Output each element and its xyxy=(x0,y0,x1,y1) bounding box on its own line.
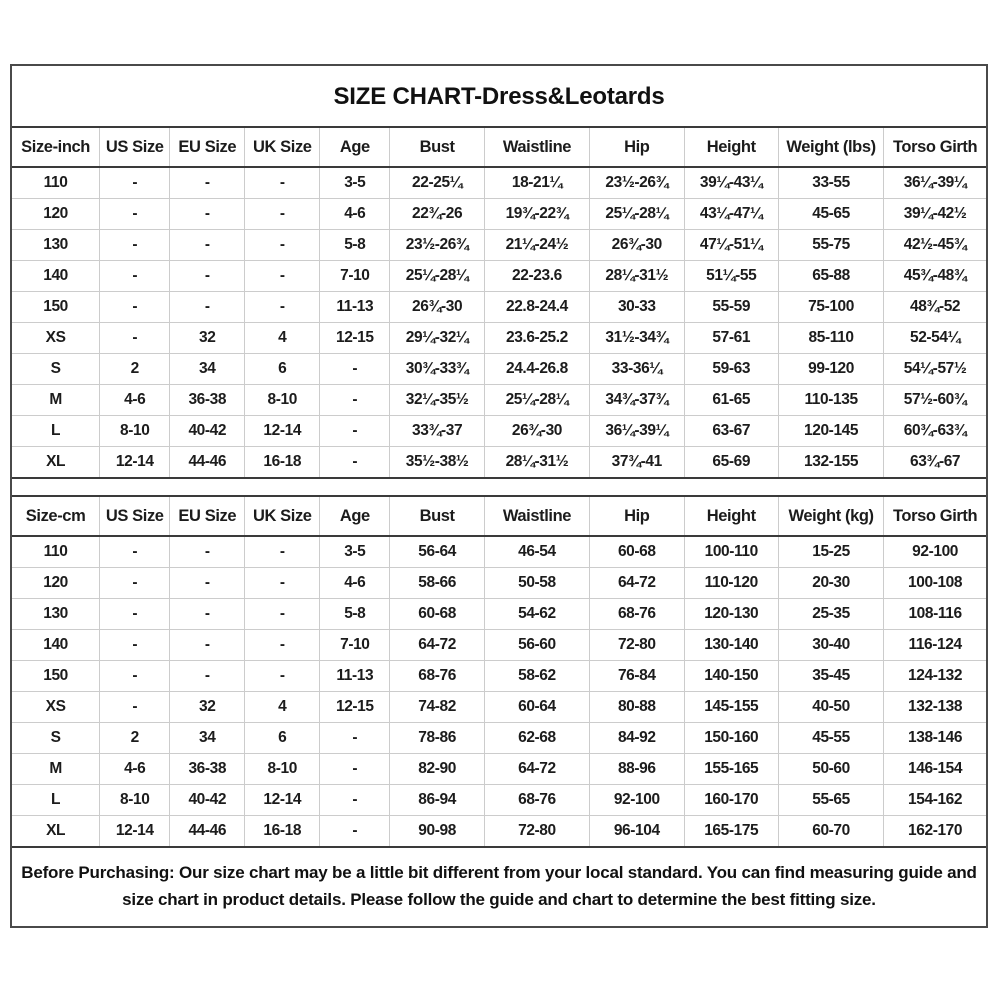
value-cell: 55-65 xyxy=(778,785,883,816)
value-cell: - xyxy=(100,568,170,599)
value-cell: 63-67 xyxy=(684,416,778,447)
value-cell: 7-10 xyxy=(320,630,390,661)
value-cell: - xyxy=(100,167,170,199)
size-label-cell: 150 xyxy=(12,661,100,692)
column-header: Weight (lbs) xyxy=(778,127,883,167)
size-label-cell: 140 xyxy=(12,261,100,292)
value-cell: 72-80 xyxy=(484,816,589,848)
value-cell: 25¼-28¼ xyxy=(484,385,589,416)
value-cell: 64-72 xyxy=(390,630,484,661)
value-cell: 4-6 xyxy=(320,199,390,230)
table-row xyxy=(12,568,986,599)
value-cell: - xyxy=(320,385,390,416)
value-cell: 57½-60¾ xyxy=(884,385,986,416)
column-header: Height xyxy=(684,496,778,536)
size-label-cell: XL xyxy=(12,816,100,848)
size-label-cell: 140 xyxy=(12,630,100,661)
value-cell: 40-50 xyxy=(778,692,883,723)
value-cell: 36¼-39¼ xyxy=(884,167,986,199)
value-cell: 25¼-28¼ xyxy=(390,261,484,292)
value-cell: 36-38 xyxy=(170,754,245,785)
value-cell: 124-132 xyxy=(884,661,986,692)
value-cell: - xyxy=(245,230,320,261)
value-cell: 85-110 xyxy=(778,323,883,354)
column-header: Size-cm xyxy=(12,496,100,536)
header-row xyxy=(12,496,986,536)
value-cell: - xyxy=(245,261,320,292)
value-cell: 23½-26¾ xyxy=(390,230,484,261)
value-cell: 58-66 xyxy=(390,568,484,599)
value-cell: - xyxy=(100,323,170,354)
value-cell: - xyxy=(320,754,390,785)
table-row xyxy=(12,261,986,292)
value-cell: 60-68 xyxy=(590,536,684,568)
value-cell: 62-68 xyxy=(484,723,589,754)
value-cell: 74-82 xyxy=(390,692,484,723)
table-row xyxy=(12,416,986,447)
column-header: Waistline xyxy=(484,127,589,167)
value-cell: 46-54 xyxy=(484,536,589,568)
value-cell: 65-88 xyxy=(778,261,883,292)
value-cell: 59-63 xyxy=(684,354,778,385)
value-cell: 140-150 xyxy=(684,661,778,692)
table-row xyxy=(12,754,986,785)
table-row xyxy=(12,692,986,723)
value-cell: 36-38 xyxy=(170,385,245,416)
value-cell: 8-10 xyxy=(100,416,170,447)
value-cell: 25-35 xyxy=(778,599,883,630)
size-label-cell: 110 xyxy=(12,536,100,568)
value-cell: 63¾-67 xyxy=(884,447,986,479)
size-label-cell: XL xyxy=(12,447,100,479)
column-header: Weight (kg) xyxy=(778,496,883,536)
value-cell: 23½-26¾ xyxy=(590,167,684,199)
size-inch-table xyxy=(12,126,986,479)
value-cell: 44-46 xyxy=(170,447,245,479)
size-label-cell: XS xyxy=(12,692,100,723)
value-cell: 8-10 xyxy=(100,785,170,816)
value-cell: 99-120 xyxy=(778,354,883,385)
value-cell: 12-15 xyxy=(320,692,390,723)
table-row xyxy=(12,661,986,692)
size-label-cell: 120 xyxy=(12,199,100,230)
column-header: UK Size xyxy=(245,496,320,536)
table-row xyxy=(12,630,986,661)
value-cell: 40-42 xyxy=(170,416,245,447)
value-cell: 145-155 xyxy=(684,692,778,723)
value-cell: 26¾-30 xyxy=(390,292,484,323)
value-cell: 50-58 xyxy=(484,568,589,599)
value-cell: - xyxy=(100,661,170,692)
value-cell: 64-72 xyxy=(484,754,589,785)
value-cell: 4-6 xyxy=(100,754,170,785)
value-cell: 11-13 xyxy=(320,661,390,692)
value-cell: 19¾-22¾ xyxy=(484,199,589,230)
value-cell: 130-140 xyxy=(684,630,778,661)
value-cell: 146-154 xyxy=(884,754,986,785)
value-cell: 5-8 xyxy=(320,230,390,261)
value-cell: 34 xyxy=(170,723,245,754)
value-cell: 138-146 xyxy=(884,723,986,754)
column-header: Hip xyxy=(590,127,684,167)
value-cell: 80-88 xyxy=(590,692,684,723)
size-label-cell: M xyxy=(12,385,100,416)
size-label-cell: S xyxy=(12,354,100,385)
value-cell: 4-6 xyxy=(100,385,170,416)
value-cell: 162-170 xyxy=(884,816,986,848)
value-cell: 43¼-47¼ xyxy=(684,199,778,230)
value-cell: 5-8 xyxy=(320,599,390,630)
value-cell: 12-14 xyxy=(100,447,170,479)
value-cell: 34 xyxy=(170,354,245,385)
value-cell: 2 xyxy=(100,354,170,385)
value-cell: 30-40 xyxy=(778,630,883,661)
table-row xyxy=(12,447,986,479)
value-cell: 12-14 xyxy=(245,785,320,816)
value-cell: 60-70 xyxy=(778,816,883,848)
value-cell: - xyxy=(170,261,245,292)
value-cell: 3-5 xyxy=(320,167,390,199)
column-header: Height xyxy=(684,127,778,167)
value-cell: 25¼-28¼ xyxy=(590,199,684,230)
value-cell: 28¼-31½ xyxy=(590,261,684,292)
value-cell: 2 xyxy=(100,723,170,754)
value-cell: 54¼-57½ xyxy=(884,354,986,385)
value-cell: 51¼-55 xyxy=(684,261,778,292)
value-cell: - xyxy=(170,199,245,230)
value-cell: 100-108 xyxy=(884,568,986,599)
value-cell: 120-145 xyxy=(778,416,883,447)
size-label-cell: M xyxy=(12,754,100,785)
value-cell: - xyxy=(170,536,245,568)
value-cell: 32 xyxy=(170,323,245,354)
value-cell: 16-18 xyxy=(245,816,320,848)
value-cell: - xyxy=(100,199,170,230)
value-cell: 32 xyxy=(170,692,245,723)
table-row xyxy=(12,292,986,323)
value-cell: 22-23.6 xyxy=(484,261,589,292)
value-cell: 58-62 xyxy=(484,661,589,692)
value-cell: - xyxy=(100,692,170,723)
table-row xyxy=(12,385,986,416)
value-cell: 78-86 xyxy=(390,723,484,754)
value-cell: - xyxy=(100,599,170,630)
value-cell: - xyxy=(100,230,170,261)
value-cell: 22-25¼ xyxy=(390,167,484,199)
value-cell: 110-120 xyxy=(684,568,778,599)
value-cell: 22¾-26 xyxy=(390,199,484,230)
column-header: Age xyxy=(320,127,390,167)
value-cell: - xyxy=(170,599,245,630)
size-label-cell: L xyxy=(12,416,100,447)
value-cell: 48¾-52 xyxy=(884,292,986,323)
table-row xyxy=(12,599,986,630)
value-cell: 35-45 xyxy=(778,661,883,692)
value-cell: 100-110 xyxy=(684,536,778,568)
value-cell: 32¼-35½ xyxy=(390,385,484,416)
value-cell: 64-72 xyxy=(590,568,684,599)
size-cm-table xyxy=(12,495,986,848)
value-cell: 68-76 xyxy=(484,785,589,816)
value-cell: 50-60 xyxy=(778,754,883,785)
value-cell: 12-14 xyxy=(245,416,320,447)
column-header: EU Size xyxy=(170,496,245,536)
value-cell: - xyxy=(320,723,390,754)
value-cell: 39¼-42½ xyxy=(884,199,986,230)
purchase-note: Before Purchasing: Our size chart may be a little bit different from your local standard. You can find measuring guide and size chart in product details. Please follow the guide and chart to determine the best fitting size. xyxy=(21,863,977,910)
value-cell: - xyxy=(245,568,320,599)
value-cell: 61-65 xyxy=(684,385,778,416)
value-cell: 12-15 xyxy=(320,323,390,354)
value-cell: 4-6 xyxy=(320,568,390,599)
value-cell: - xyxy=(170,230,245,261)
value-cell: 68-76 xyxy=(590,599,684,630)
value-cell: 30¾-33¾ xyxy=(390,354,484,385)
value-cell: 132-155 xyxy=(778,447,883,479)
value-cell: 22.8-24.4 xyxy=(484,292,589,323)
table-row xyxy=(12,323,986,354)
value-cell: 16-18 xyxy=(245,447,320,479)
column-header: Size-inch xyxy=(12,127,100,167)
value-cell: 72-80 xyxy=(590,630,684,661)
value-cell: 108-116 xyxy=(884,599,986,630)
column-header: Bust xyxy=(390,496,484,536)
value-cell: 18-21¼ xyxy=(484,167,589,199)
column-header: US Size xyxy=(100,127,170,167)
value-cell: - xyxy=(170,568,245,599)
column-header: Torso Girth xyxy=(884,496,986,536)
value-cell: 20-30 xyxy=(778,568,883,599)
value-cell: 45¾-48¾ xyxy=(884,261,986,292)
value-cell: - xyxy=(100,630,170,661)
value-cell: 4 xyxy=(245,692,320,723)
value-cell: 68-76 xyxy=(390,661,484,692)
value-cell: 29¼-32¼ xyxy=(390,323,484,354)
value-cell: - xyxy=(170,292,245,323)
value-cell: 54-62 xyxy=(484,599,589,630)
value-cell: 57-61 xyxy=(684,323,778,354)
value-cell: 12-14 xyxy=(100,816,170,848)
value-cell: 4 xyxy=(245,323,320,354)
value-cell: 60-68 xyxy=(390,599,484,630)
value-cell: 55-75 xyxy=(778,230,883,261)
value-cell: 6 xyxy=(245,354,320,385)
value-cell: 76-84 xyxy=(590,661,684,692)
value-cell: 160-170 xyxy=(684,785,778,816)
value-cell: 110-135 xyxy=(778,385,883,416)
value-cell: 8-10 xyxy=(245,385,320,416)
value-cell: - xyxy=(320,447,390,479)
value-cell: - xyxy=(320,354,390,385)
value-cell: 36¼-39¼ xyxy=(590,416,684,447)
value-cell: 35½-38½ xyxy=(390,447,484,479)
value-cell: 116-124 xyxy=(884,630,986,661)
value-cell: - xyxy=(100,536,170,568)
value-cell: 120-130 xyxy=(684,599,778,630)
value-cell: 21¼-24½ xyxy=(484,230,589,261)
value-cell: 24.4-26.8 xyxy=(484,354,589,385)
size-chart-board xyxy=(10,64,988,928)
value-cell: 45-55 xyxy=(778,723,883,754)
value-cell: - xyxy=(245,199,320,230)
value-cell: 40-42 xyxy=(170,785,245,816)
table-row xyxy=(12,816,986,848)
value-cell: - xyxy=(245,599,320,630)
value-cell: 132-138 xyxy=(884,692,986,723)
value-cell: 155-165 xyxy=(684,754,778,785)
value-cell: 56-64 xyxy=(390,536,484,568)
column-header: EU Size xyxy=(170,127,245,167)
value-cell: - xyxy=(170,167,245,199)
value-cell: 26¾-30 xyxy=(484,416,589,447)
value-cell: 23.6-25.2 xyxy=(484,323,589,354)
value-cell: 44-46 xyxy=(170,816,245,848)
value-cell: - xyxy=(245,167,320,199)
value-cell: - xyxy=(245,661,320,692)
value-cell: 154-162 xyxy=(884,785,986,816)
value-cell: 92-100 xyxy=(884,536,986,568)
value-cell: 37¾-41 xyxy=(590,447,684,479)
value-cell: 34¾-37¾ xyxy=(590,385,684,416)
value-cell: 90-98 xyxy=(390,816,484,848)
value-cell: 84-92 xyxy=(590,723,684,754)
table-row xyxy=(12,536,986,568)
value-cell: 96-104 xyxy=(590,816,684,848)
value-cell: 33-36¼ xyxy=(590,354,684,385)
value-cell: 86-94 xyxy=(390,785,484,816)
value-cell: 15-25 xyxy=(778,536,883,568)
size-label-cell: S xyxy=(12,723,100,754)
column-header: Bust xyxy=(390,127,484,167)
value-cell: 45-65 xyxy=(778,199,883,230)
value-cell: 7-10 xyxy=(320,261,390,292)
value-cell: 6 xyxy=(245,723,320,754)
size-label-cell: 130 xyxy=(12,230,100,261)
column-header: US Size xyxy=(100,496,170,536)
value-cell: - xyxy=(320,416,390,447)
value-cell: 88-96 xyxy=(590,754,684,785)
value-cell: - xyxy=(245,536,320,568)
value-cell: 39¼-43¼ xyxy=(684,167,778,199)
value-cell: 3-5 xyxy=(320,536,390,568)
size-label-cell: L xyxy=(12,785,100,816)
table-row xyxy=(12,167,986,199)
value-cell: 150-160 xyxy=(684,723,778,754)
value-cell: 165-175 xyxy=(684,816,778,848)
value-cell: 31½-34¾ xyxy=(590,323,684,354)
value-cell: 28¼-31½ xyxy=(484,447,589,479)
column-header: Torso Girth xyxy=(884,127,986,167)
value-cell: - xyxy=(170,661,245,692)
value-cell: 92-100 xyxy=(590,785,684,816)
value-cell: 60-64 xyxy=(484,692,589,723)
value-cell: 56-60 xyxy=(484,630,589,661)
value-cell: - xyxy=(100,292,170,323)
value-cell: - xyxy=(245,630,320,661)
table-row xyxy=(12,199,986,230)
value-cell: 60¾-63¾ xyxy=(884,416,986,447)
value-cell: 26¾-30 xyxy=(590,230,684,261)
value-cell: - xyxy=(320,785,390,816)
column-header: Waistline xyxy=(484,496,589,536)
value-cell: 55-59 xyxy=(684,292,778,323)
size-label-cell: 120 xyxy=(12,568,100,599)
table-row xyxy=(12,785,986,816)
value-cell: 75-100 xyxy=(778,292,883,323)
size-label-cell: 150 xyxy=(12,292,100,323)
value-cell: 33¾-37 xyxy=(390,416,484,447)
header-row xyxy=(12,127,986,167)
value-cell: - xyxy=(245,292,320,323)
value-cell: 52-54¼ xyxy=(884,323,986,354)
value-cell: - xyxy=(170,630,245,661)
value-cell: 11-13 xyxy=(320,292,390,323)
table-row xyxy=(12,723,986,754)
chart-title: SIZE CHART-Dress&Leotards xyxy=(333,83,665,110)
value-cell: 47¼-51¼ xyxy=(684,230,778,261)
size-label-cell: 130 xyxy=(12,599,100,630)
size-label-cell: 110 xyxy=(12,167,100,199)
value-cell: 30-33 xyxy=(590,292,684,323)
table-row xyxy=(12,230,986,261)
value-cell: - xyxy=(320,816,390,848)
value-cell: - xyxy=(100,261,170,292)
column-header: Hip xyxy=(590,496,684,536)
value-cell: 8-10 xyxy=(245,754,320,785)
value-cell: 33-55 xyxy=(778,167,883,199)
size-label-cell: XS xyxy=(12,323,100,354)
column-header: Age xyxy=(320,496,390,536)
column-header: UK Size xyxy=(245,127,320,167)
table-row xyxy=(12,354,986,385)
value-cell: 82-90 xyxy=(390,754,484,785)
value-cell: 65-69 xyxy=(684,447,778,479)
value-cell: 42½-45¾ xyxy=(884,230,986,261)
